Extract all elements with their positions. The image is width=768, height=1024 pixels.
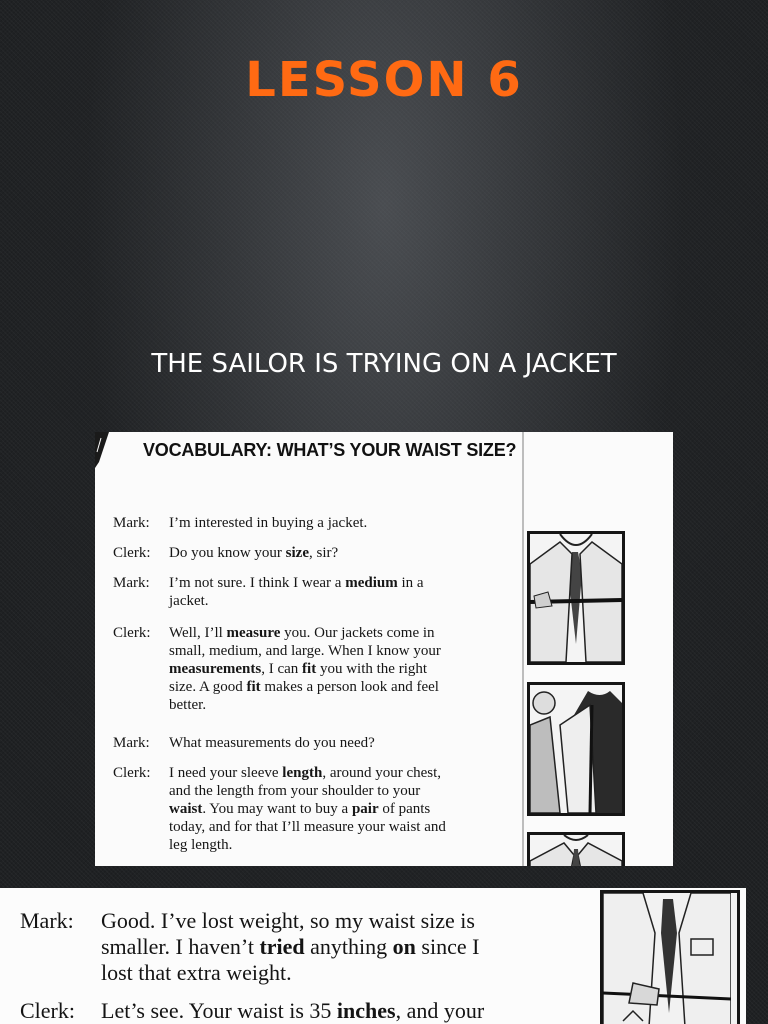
dialogue-turn — [95, 514, 525, 532]
illustration-measuring-waist-top — [527, 832, 625, 866]
illustration-measuring-sleeve — [527, 682, 625, 816]
dialogue-turn — [0, 908, 600, 986]
speaker-label: Clerk: — [20, 998, 75, 1023]
dialogue-line: waist. You may want to buy a pair of pants — [169, 801, 431, 817]
slide-subtitle: THE SAILOR IS TRYING ON A JACKET — [151, 349, 617, 379]
dialogue-line: small, medium, and large. When I know your — [169, 643, 441, 659]
dialogue-line: Good. I’ve lost weight, so my waist size is — [101, 908, 475, 933]
dialogue-turn — [95, 624, 525, 714]
speaker-label: Clerk: — [113, 545, 151, 561]
vocabulary-heading: VOCABULARY: WHAT’S YOUR WAIST SIZE? — [143, 440, 517, 460]
illustration-measuring-chest — [527, 531, 625, 665]
speaker-label: Mark: — [113, 515, 150, 531]
dialogue-continuation-scan — [0, 888, 746, 1024]
dialogue-line: measurements, I can fit you with the right — [169, 661, 428, 677]
dialogue-turn — [95, 734, 525, 752]
speaker-label: Clerk: — [113, 625, 151, 641]
dialogue-line: leg length. — [169, 837, 233, 853]
dialogue-line: Well, I’ll measure you. Our jackets come in — [169, 625, 435, 641]
speaker-label: Mark: — [20, 908, 74, 933]
slide-header — [0, 0, 768, 432]
speaker-label: Mark: — [113, 735, 150, 751]
page-corner-mark — [95, 432, 119, 468]
illustration-measuring-waist — [600, 890, 740, 1024]
dialogue-line: I need your sleeve length, around your chest, — [169, 765, 442, 781]
dialogue-line: smaller. I haven’t tried anything on since I — [101, 934, 480, 959]
dialogue-line: better. — [169, 697, 207, 713]
dialogue-line: today, and for that I’ll measure your waist and — [169, 819, 446, 835]
dialogue-turn — [95, 544, 525, 562]
vocabulary-scan — [95, 432, 673, 866]
dialogue-line: and the length from your shoulder to your — [169, 783, 421, 799]
dialogue-turn — [0, 998, 600, 1024]
speaker-label: Clerk: — [113, 765, 151, 781]
dialogue-turn — [95, 764, 525, 854]
dialogue-line: I’m not sure. I think I wear a medium in a — [169, 575, 424, 591]
dialogue-turn — [95, 574, 525, 610]
dialogue-line: What measurements do you need? — [169, 735, 375, 751]
dialogue-line: Do you know your size, sir? — [169, 545, 339, 561]
dialogue-line: I’m interested in buying a jacket. — [169, 515, 368, 531]
speaker-label: Mark: — [113, 575, 150, 591]
dialogue-line: size. A good fit makes a person look and feel — [169, 679, 439, 695]
slide-title: LESSON 6 — [245, 52, 523, 108]
dialogue-line: lost that extra weight. — [101, 960, 292, 985]
dialogue-line: Let’s see. Your waist is 35 inches, and your — [101, 998, 485, 1023]
dialogue-line: jacket. — [169, 593, 209, 609]
